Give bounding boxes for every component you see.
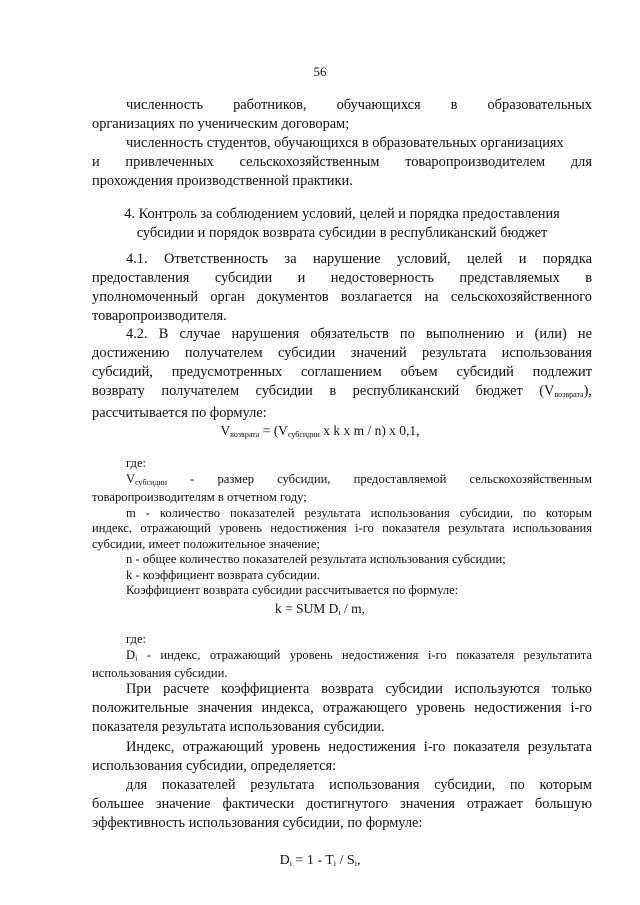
- heading-line: 4. Контроль за соблюдением условий, целей и порядка предоставления: [124, 206, 560, 222]
- formula-symbol: V: [126, 471, 136, 486]
- text-line: [92, 472, 592, 491]
- subscript: возврата: [554, 390, 584, 399]
- section-heading: [92, 205, 592, 243]
- text-line: n - общее количество показателей результата использования субсидии;: [126, 552, 506, 566]
- text-line: 4.2. В случае нарушения обязательств по выполнению и (или) не: [126, 326, 592, 342]
- text-line: предоставления субсидии и недостоверность представляемых в: [92, 270, 592, 286]
- formula-part: x k x m / n) x 0,1,: [319, 423, 420, 438]
- text-line: большее значение фактически достигнутого значения отражает большую: [92, 796, 592, 812]
- text-line: показателя результата использования субсидии.: [92, 719, 385, 735]
- subscript: i: [333, 859, 337, 868]
- text-line: для показателей результата использования субсидии, по которым: [126, 777, 592, 793]
- text-line: прохождения производственной практики.: [92, 173, 353, 189]
- formula-part: / m,: [340, 601, 366, 616]
- paragraph-4-1: [92, 250, 592, 326]
- text-segment: ),: [583, 383, 592, 399]
- subscript: субсидии: [135, 477, 167, 487]
- text-line: товаропроизводителям в отчетном году;: [92, 490, 307, 504]
- text-line: уполномоченный орган документов возлагается на сельскохозяйственного: [92, 289, 592, 305]
- subscript: возврата: [230, 430, 260, 439]
- paragraph-index: [92, 738, 592, 776]
- text-line: индекс, отражающий уровень недостижения i-го показателя результата использования: [92, 521, 592, 535]
- text-segment: - размер субсидии, предоставляемой сельскохозяйственным: [166, 471, 592, 486]
- subscript: i: [338, 608, 341, 617]
- text-line: Коэффициент возврата субсидии рассчитывается по формуле:: [126, 583, 459, 597]
- text-line: m - количество показателей результата использования субсидии, по которым: [126, 505, 592, 520]
- formula-part: k = SUM D: [274, 601, 339, 616]
- formula-part: = (V: [259, 423, 288, 438]
- text-line: [92, 382, 592, 404]
- text-line: субсидий, предусмотренных соглашением объем субсидий подлежит: [92, 364, 592, 380]
- text-line: использования субсидии, определяется:: [92, 758, 337, 774]
- formula-symbol: D: [126, 647, 136, 662]
- formula-index: [0, 853, 640, 869]
- formula-part: / S: [336, 853, 355, 868]
- text-line: достижению получателем субсидии значений результата использования: [92, 345, 592, 361]
- paragraph-calculation: [92, 680, 592, 737]
- formula-return-volume: [0, 423, 640, 439]
- subscript: i: [289, 859, 292, 868]
- heading-line: субсидии и порядок возврата субсидии в республиканский бюджет: [136, 225, 548, 241]
- text-line: [92, 648, 592, 667]
- list-continuation: [92, 96, 592, 191]
- formula-symbol: D: [279, 853, 290, 868]
- formula-coefficient: [0, 601, 640, 617]
- text-line: численность студентов, обучающихся в образовательных организациях: [126, 135, 564, 151]
- text-line: субсидии, имеет положительное значение;: [92, 536, 320, 551]
- text-line: рассчитывается по формуле:: [92, 405, 267, 421]
- definitions-block-1: [92, 456, 592, 599]
- definitions-block-2: [92, 632, 592, 682]
- subscript: i: [135, 653, 138, 663]
- formula-part: = 1 - T: [291, 853, 334, 868]
- paragraph-indicators: [92, 776, 592, 833]
- text-line: использования субсидии.: [92, 666, 228, 680]
- text-segment: возврату получателем субсидии в республиканский бюджет (V: [92, 383, 555, 399]
- text-line: k - коэффициент возврата субсидии.: [126, 567, 320, 582]
- text-line: и привлеченных сельскохозяйственным товаропроизводителем для: [92, 154, 592, 170]
- text-line: где:: [126, 456, 147, 470]
- text-line: организациях по ученическим договорам;: [92, 116, 350, 132]
- subscript: i: [354, 859, 357, 868]
- page-number: 56: [313, 64, 327, 79]
- paragraph-4-2: [92, 325, 592, 423]
- text-line: где:: [126, 632, 147, 646]
- text-line: товаропроизводителя.: [92, 308, 227, 324]
- formula-symbol: V: [220, 423, 231, 438]
- text-line: численность работников, обучающихся в образовательных: [126, 97, 592, 113]
- text-line: эффективность использования субсидии, по формуле:: [92, 815, 423, 831]
- text-line: Индекс, отражающий уровень недостижения i-го показателя результата: [126, 739, 592, 755]
- text-segment: - индекс, отражающий уровень недостижения i-го показателя результатита: [137, 647, 592, 662]
- text-line: При расчете коэффициента возврата субсидии используются только: [126, 681, 592, 697]
- text-line: 4.1. Ответственность за нарушение условий, целей и порядка: [126, 251, 592, 267]
- formula-part: ,: [356, 853, 361, 868]
- subscript: субсидии: [287, 430, 320, 439]
- text-line: положительные значения индекса, отражающего уровень недостижения i-го: [92, 700, 592, 716]
